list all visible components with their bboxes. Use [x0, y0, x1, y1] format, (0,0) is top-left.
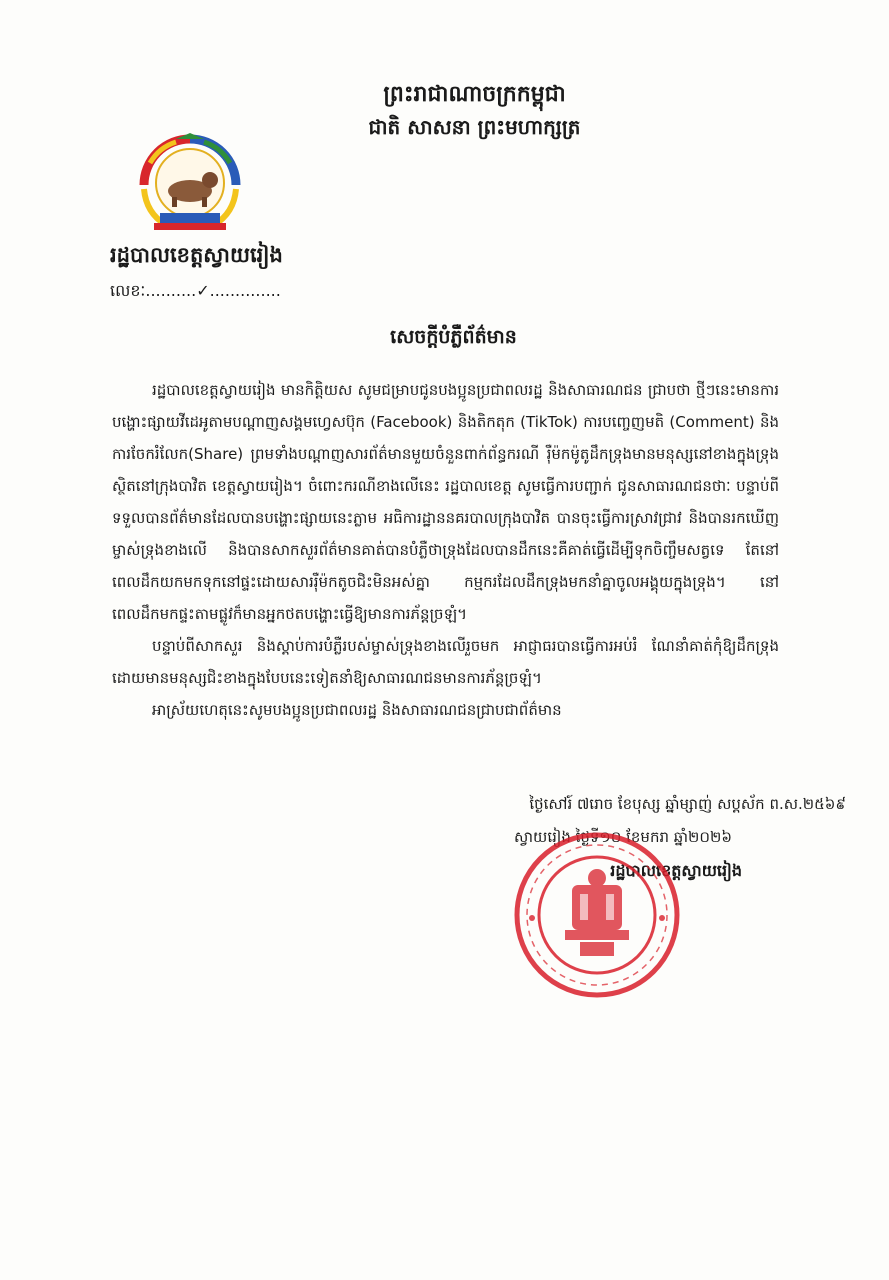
issuing-authority: រដ្ឋបាលខេត្តស្វាយរៀង [110, 242, 283, 267]
closing-block [0, 788, 846, 887]
body-text [112, 374, 779, 726]
lunar-date: ថ្ងៃសៅរ៍ ៧រោច ខែបុស្ស ឆ្នាំម្សាញ់ សប្តស័ក ព.ស.២៥៦៩ [529, 795, 846, 813]
paragraph-2: បន្ទាប់ពីសាកសួរ និងស្តាប់ការបំភ្លឺរបស់ម្ចាស់ទ្រុងខាងលើរួចមក អាជ្ញាធរបានធ្វើការអប់រំ ណែនាំគាត់កុំឱ្យដឹកទ្រុងដោយមានមនុស្សជិះខាងក្នុងបែបនេះទៀតនាំឱ្យសាធារណជនមានការភ័ន្តច្រឡំ។ [112, 637, 779, 687]
paragraph-1: រដ្ឋបាលខេត្តស្វាយរៀង មានកិត្តិយស សូមជម្រាបជូនបងប្អូនប្រជាពលរដ្ឋ និងសាធារណជន ជ្រាបថា ថ្មីៗនេះមានការបង្ហោះផ្សាយវីដេអូតាមបណ្តាញសង្គមហ្វេសប៊ុក (Facebook) និងតិកតុក (TikTok) ការបញ្ចេញមតិ (Comment) និងការចែករំលែក(Share) ព្រមទាំងបណ្តាញសារព័ត៌មានមួយចំនួនពាក់ព័ន្ធករណី រ៉ឺម៉កម៉ូតូដឹកទ្រុងមានមនុស្សនៅខាងក្នុងទ្រុង ស្ថិតនៅក្រុងបាវិត ខេត្តស្វាយរៀង។ ចំពោះករណីខាងលើនេះ រដ្ឋបាលខេត្ត សូមធ្វើការបញ្ជាក់ ជូនសាធារណជនថាៈ បន្ទាប់ពីទទួលបានព័ត៌មានដែលបានបង្ហោះផ្សាយនេះភ្លាម អធិការដ្ឋាននគរបាលក្រុងបាវិត បានចុះធ្វើការស្រាវជ្រាវ និងបានរកឃើញម្ចាស់ទ្រុងខាងលើ និងបានសាកសួរព័ត៌មានគាត់បានបំភ្លឺថាទ្រុងដែលបានដឹកនេះគឺគាត់ធ្វើដើម្បីទុកចិញ្ចឹមសត្វទេ តែនៅពេលដឹកយកមកទុកនៅផ្ទះដោយសាររ៉ឺម៉កតូចជិះមិនអស់គ្នា កម្មករដែលដឹកទ្រុងមកនាំគ្នាចូលអង្គុយក្នុងទ្រុង។ នៅពេលដឹកមកផ្ទះតាមផ្លូវក៏មានអ្នកថតបង្ហោះធ្វើឱ្យមានការភ័ន្តច្រឡំ។ [112, 381, 779, 623]
signatory: រដ្ឋបាលខេត្តស្វាយរៀង [610, 861, 742, 880]
kingdom-heading: ព្រះរាជាណាចក្រកម្ពុជា [383, 81, 566, 107]
reference-number: លេខៈ..........✓.............. [110, 281, 281, 300]
solar-date: ស្វាយរៀង ថ្ងៃទី១០ ខែមករា ឆ្នាំ២០២៦ [514, 828, 732, 846]
national-motto: ជាតិ សាសនា ព្រះមហាក្សត្រ [368, 115, 581, 139]
document-title: សេចក្តីបំភ្លឺព័ត៌មាន [390, 326, 517, 348]
provincial-emblem-logo [136, 133, 244, 237]
paragraph-3: អាស្រ័យហេតុនេះសូមបងប្អូនប្រជាពលរដ្ឋ និងសាធារណជនជ្រាបជាព័ត៌មាន [152, 701, 562, 719]
